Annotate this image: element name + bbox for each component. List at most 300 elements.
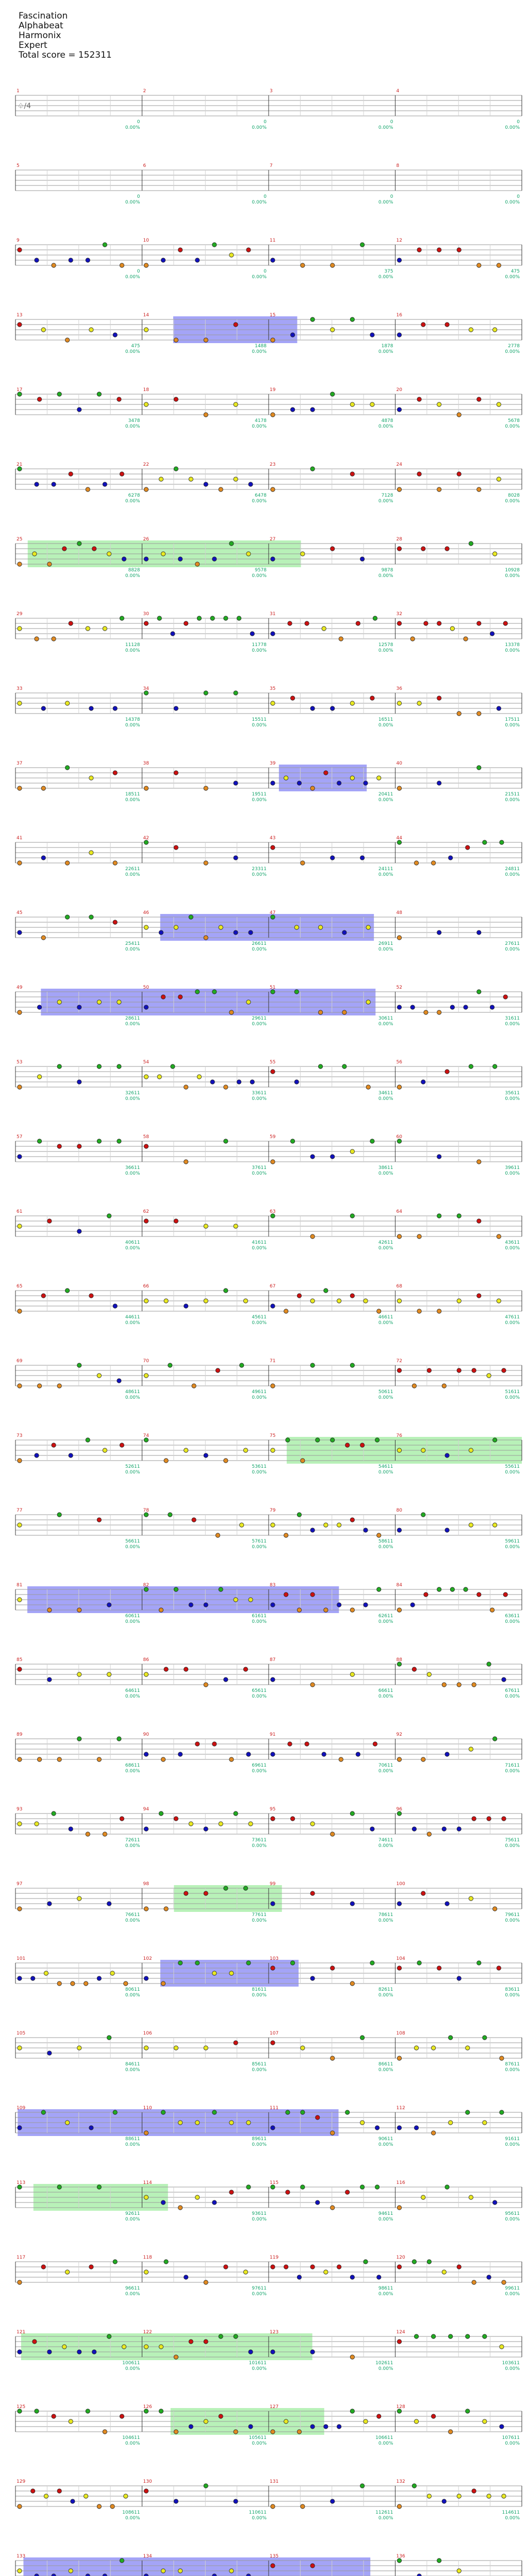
note-red <box>457 1368 461 1372</box>
measure-score: 88611 <box>125 2137 140 2142</box>
note-green <box>431 2334 435 2338</box>
note-blue <box>271 557 275 561</box>
measure-score: 49611 <box>252 1389 267 1395</box>
note-green <box>500 2110 504 2114</box>
note-blue <box>97 1976 101 1980</box>
note-orange <box>164 1907 168 1911</box>
measure-percent: 0.00% <box>505 2441 520 2446</box>
note-yellow <box>324 1523 328 1527</box>
note-blue <box>271 258 275 262</box>
note-yellow <box>243 2270 248 2274</box>
note-red <box>192 1518 196 1522</box>
measure-percent: 0.00% <box>378 2366 393 2371</box>
note-blue <box>113 333 117 337</box>
note-orange <box>284 1533 288 1537</box>
note-yellow <box>427 2494 431 2498</box>
note-red <box>41 1294 45 1298</box>
note-orange <box>417 1234 421 1239</box>
measure-score: 60611 <box>125 1614 140 1619</box>
note-yellow <box>18 2046 22 2050</box>
measure-number: 2 <box>143 89 146 94</box>
measure-score: 78611 <box>378 1912 393 1918</box>
measure-score: 10928 <box>505 568 520 573</box>
note-blue <box>103 482 107 486</box>
note-green <box>65 1289 69 1293</box>
measure-percent: 0.00% <box>125 1918 140 1923</box>
note-orange <box>159 1608 163 1612</box>
note-green <box>493 1064 497 1069</box>
note-orange <box>71 1981 75 1986</box>
measure-percent: 0.00% <box>125 1694 140 1699</box>
note-blue <box>342 930 346 935</box>
note-green <box>350 1363 354 1367</box>
note-red <box>424 621 428 625</box>
note-orange <box>271 2430 275 2434</box>
note-red <box>57 1144 61 1148</box>
note-green <box>324 1289 328 1293</box>
measure-score: 4178 <box>255 418 267 423</box>
note-red <box>397 1368 401 1372</box>
note-yellow <box>97 1000 101 1004</box>
note-yellow <box>301 552 305 556</box>
measure-percent: 0.00% <box>378 1694 393 1699</box>
staff-row <box>15 2260 522 2284</box>
staff-row <box>15 765 522 791</box>
measure-number: 71 <box>270 1359 276 1364</box>
note-blue <box>437 1155 441 1159</box>
measure-score: 57611 <box>252 1539 267 1544</box>
measure-percent: 0.00% <box>378 1993 393 1998</box>
measure-percent: 0.00% <box>378 275 393 280</box>
measure-percent: 0.00% <box>125 1843 140 1849</box>
measure-percent: 0.00% <box>125 2142 140 2147</box>
note-yellow <box>124 2494 128 2498</box>
note-yellow <box>159 477 163 481</box>
measure-percent: 0.00% <box>252 947 267 952</box>
note-blue <box>18 1976 22 1980</box>
measure-percent: 0.00% <box>378 424 393 429</box>
note-orange <box>144 263 148 267</box>
staff-row <box>15 316 522 343</box>
note-green <box>240 1363 244 1367</box>
measure-score: 375 <box>384 269 393 274</box>
measure-percent: 0.00% <box>125 1545 140 1550</box>
note-blue <box>324 2425 328 2429</box>
note-orange <box>366 1085 370 1089</box>
measure-number: 125 <box>16 2404 26 2410</box>
note-green <box>159 2409 163 2413</box>
note-yellow <box>57 1000 61 1004</box>
measure-number: 109 <box>16 2106 26 2111</box>
note-yellow <box>32 552 37 556</box>
measure-percent: 0.00% <box>125 1320 140 1326</box>
measure-percent: 0.00% <box>125 2441 140 2446</box>
note-red <box>62 547 67 551</box>
measure-number: 96 <box>396 1807 402 1812</box>
measure-score: 28611 <box>125 1016 140 1021</box>
song-difficulty: Expert <box>19 40 47 50</box>
note-yellow <box>322 626 326 631</box>
note-blue <box>445 1528 449 1532</box>
note-green <box>310 317 315 321</box>
measure-score: 21511 <box>505 792 520 797</box>
note-red <box>437 248 441 252</box>
note-green <box>294 990 299 994</box>
note-red <box>271 1070 275 1074</box>
measure-number: 112 <box>396 2106 405 2111</box>
note-blue <box>497 706 501 710</box>
note-blue <box>397 408 401 412</box>
note-green <box>107 2334 111 2338</box>
note-blue <box>457 1827 461 1831</box>
measure-percent: 0.00% <box>505 1843 520 1849</box>
measure-number: 102 <box>143 1956 152 1961</box>
measure-percent: 0.00% <box>125 1769 140 1774</box>
measure-score: 0 <box>263 120 267 125</box>
note-green <box>52 1811 56 1816</box>
measure-number: 122 <box>143 2330 152 2335</box>
measure-number: 88 <box>396 1657 402 1663</box>
staff-row <box>15 2484 522 2509</box>
measure-number: 55 <box>270 1060 276 1065</box>
measure-number: 32 <box>396 612 402 617</box>
note-green <box>41 2110 45 2114</box>
note-yellow <box>497 1299 501 1303</box>
note-blue <box>449 856 453 860</box>
measure-score: 90611 <box>378 2137 393 2142</box>
note-yellow <box>249 1822 253 1826</box>
note-red <box>92 547 96 551</box>
measure-percent: 0.00% <box>125 200 140 205</box>
note-yellow <box>103 626 107 631</box>
note-green <box>360 2484 364 2488</box>
measure-score: 112611 <box>375 2510 393 2515</box>
note-green <box>197 616 201 620</box>
note-blue <box>337 781 341 785</box>
note-red <box>437 696 441 700</box>
note-red <box>164 1667 168 1671</box>
note-red <box>310 2564 315 2568</box>
note-yellow <box>204 1224 208 1228</box>
measure-number: 123 <box>270 2330 279 2335</box>
measure-percent: 0.00% <box>505 125 520 130</box>
note-yellow <box>204 1299 208 1303</box>
note-orange <box>41 936 45 940</box>
note-blue <box>249 2350 253 2354</box>
measure-percent: 0.00% <box>252 1096 267 1101</box>
measure-number: 47 <box>270 910 276 916</box>
measure-score: 44611 <box>125 1315 140 1320</box>
measure-percent: 0.00% <box>252 125 267 130</box>
note-green <box>204 691 208 695</box>
note-blue <box>370 333 374 337</box>
note-blue <box>502 1677 506 1682</box>
note-orange <box>192 1384 196 1388</box>
note-blue <box>249 482 253 486</box>
measure-number: 95 <box>270 1807 276 1812</box>
note-orange <box>41 786 45 790</box>
measure-percent: 0.00% <box>505 2067 520 2073</box>
measure-number: 106 <box>143 2031 152 2036</box>
note-yellow <box>174 925 178 929</box>
measure-number: 16 <box>396 313 402 318</box>
note-green <box>397 1139 401 1143</box>
measure-percent: 0.00% <box>378 1246 393 1251</box>
note-orange <box>77 1608 81 1612</box>
note-yellow <box>89 851 93 855</box>
measure-number: 39 <box>270 761 276 766</box>
measure-number: 118 <box>143 2255 152 2260</box>
note-red <box>219 2414 223 2418</box>
staff-row <box>15 95 522 116</box>
note-orange <box>464 637 468 641</box>
note-blue <box>89 2126 93 2130</box>
note-yellow <box>493 1523 497 1527</box>
staff-row <box>15 1513 522 1537</box>
note-green <box>437 1214 441 1218</box>
time-signature: ♤/4 <box>18 102 31 110</box>
measure-percent: 0.00% <box>125 349 140 354</box>
note-red <box>417 397 421 401</box>
note-blue <box>37 1005 41 1009</box>
measure-percent: 0.00% <box>378 2441 393 2446</box>
note-green <box>237 616 241 620</box>
note-orange <box>397 1757 401 1761</box>
note-green <box>246 2185 251 2189</box>
measure-score: 24111 <box>378 867 393 872</box>
note-orange <box>219 487 223 492</box>
measure-number: 12 <box>396 238 402 243</box>
measure-percent: 0.00% <box>125 872 140 877</box>
measure-number: 121 <box>16 2330 26 2335</box>
note-green <box>37 1139 41 1143</box>
measure-percent: 0.00% <box>505 648 520 653</box>
note-yellow <box>144 2046 148 2050</box>
measure-score: 38611 <box>378 1165 393 1171</box>
note-yellow <box>469 328 473 332</box>
note-yellow <box>18 1598 22 1602</box>
measure-number: 23 <box>270 462 276 467</box>
measure-score: 0 <box>390 194 393 199</box>
measure-number: 87 <box>270 1657 276 1663</box>
measure-percent: 0.00% <box>252 723 267 728</box>
measure-score: 87611 <box>505 2062 520 2067</box>
note-red <box>286 2190 290 2194</box>
note-red <box>52 2414 56 2418</box>
note-orange <box>18 1757 22 1761</box>
measure-score: 85611 <box>252 2062 267 2067</box>
note-blue <box>331 1155 335 1159</box>
note-blue <box>450 1005 454 1009</box>
note-blue <box>337 2425 341 2429</box>
note-orange <box>310 786 315 790</box>
note-green <box>464 1587 468 1591</box>
measure-number: 10 <box>143 238 149 243</box>
measure-score: 4878 <box>381 418 393 423</box>
measure-percent: 0.00% <box>125 1395 140 1400</box>
measure-percent: 0.00% <box>252 872 267 877</box>
note-blue <box>86 258 90 262</box>
note-blue <box>159 930 163 935</box>
measure-score: 26611 <box>252 941 267 946</box>
note-blue <box>77 1229 81 1233</box>
measure-score: 48611 <box>125 1389 140 1395</box>
measure-percent: 0.00% <box>252 1320 267 1326</box>
note-orange <box>204 338 208 342</box>
measure-score: 26911 <box>378 941 393 946</box>
note-green <box>477 766 481 770</box>
note-red <box>305 1742 309 1746</box>
note-orange <box>65 338 69 342</box>
note-orange <box>431 861 435 865</box>
note-green <box>144 2409 148 2413</box>
measure-number: 8 <box>396 163 400 168</box>
note-orange <box>18 1085 22 1089</box>
note-green <box>397 1662 401 1666</box>
note-yellow <box>493 552 497 556</box>
note-red <box>290 1817 294 1821</box>
measure-score: 475 <box>510 269 520 274</box>
measure-percent: 0.00% <box>252 1171 267 1176</box>
note-green <box>35 2409 39 2413</box>
note-blue <box>89 706 93 710</box>
note-blue <box>47 1902 52 1906</box>
measure-score: 106611 <box>375 2435 393 2441</box>
note-green <box>195 990 200 994</box>
note-yellow <box>377 776 381 780</box>
note-orange <box>377 1309 381 1313</box>
measure-number: 3 <box>270 89 273 94</box>
note-red <box>427 1368 431 1372</box>
note-orange <box>497 263 501 267</box>
note-green <box>290 1961 294 1965</box>
staff-row <box>15 467 522 492</box>
note-orange <box>271 338 275 342</box>
note-red <box>503 621 507 625</box>
note-blue <box>31 1976 35 1980</box>
note-red <box>120 2414 124 2418</box>
note-yellow <box>450 626 454 631</box>
measure-percent: 0.00% <box>125 2067 140 2073</box>
note-orange <box>204 861 208 865</box>
note-yellow <box>122 2345 126 2349</box>
measure-percent: 0.00% <box>252 1619 267 1624</box>
note-red <box>421 323 425 327</box>
measure-percent: 0.00% <box>252 424 267 429</box>
measure-number: 43 <box>270 836 276 841</box>
note-orange <box>164 1459 168 1463</box>
note-red <box>184 1667 188 1671</box>
measure-score: 97611 <box>252 2286 267 2291</box>
note-yellow <box>229 253 234 257</box>
note-blue <box>414 2126 418 2130</box>
note-green <box>157 616 161 620</box>
note-red <box>18 1667 22 1671</box>
measure-score: 35611 <box>505 1091 520 1096</box>
song-game: Harmonix <box>19 30 61 41</box>
note-blue <box>437 930 441 935</box>
note-green <box>375 2185 379 2189</box>
note-yellow <box>144 2345 148 2349</box>
note-red <box>18 248 22 252</box>
note-red <box>310 2265 315 2269</box>
note-orange <box>318 1010 322 1014</box>
measure-score: 0 <box>390 120 393 125</box>
measure-score: 104611 <box>122 2435 140 2441</box>
note-red <box>477 1294 481 1298</box>
note-orange <box>204 413 208 417</box>
note-yellow <box>161 2569 165 2573</box>
measure-number: 42 <box>143 836 149 841</box>
note-yellow <box>427 1672 431 1676</box>
measure-number: 77 <box>16 1508 23 1513</box>
staff-row <box>15 1139 522 1164</box>
note-green <box>189 915 193 919</box>
note-red <box>284 1592 288 1597</box>
note-blue <box>350 1902 354 1906</box>
note-red <box>397 2265 401 2269</box>
measure-percent: 0.00% <box>252 2516 267 2521</box>
measure-percent: 0.00% <box>378 1843 393 1849</box>
measure-percent: 0.00% <box>378 872 393 877</box>
note-blue <box>246 1752 251 1756</box>
measure-score: 13378 <box>505 642 520 648</box>
note-yellow <box>500 2345 504 2349</box>
note-green <box>144 691 148 695</box>
measure-number: 34 <box>143 686 149 691</box>
note-yellow <box>84 2494 88 2498</box>
note-blue <box>47 2350 52 2354</box>
staff-row <box>15 170 522 191</box>
measure-score: 34611 <box>378 1091 393 1096</box>
note-blue <box>360 856 364 860</box>
note-blue <box>271 2126 275 2130</box>
measure-percent: 0.00% <box>252 1694 267 1699</box>
measure-percent: 0.00% <box>125 648 140 653</box>
measure-percent: 0.00% <box>505 1619 520 1624</box>
note-green <box>350 2409 354 2413</box>
note-red <box>477 1592 481 1597</box>
note-yellow <box>502 2494 506 2498</box>
note-blue <box>249 930 253 935</box>
note-yellow <box>65 701 69 705</box>
note-yellow <box>442 2270 446 2274</box>
note-red <box>144 1144 148 1148</box>
note-yellow <box>18 701 22 705</box>
measure-score: 59611 <box>505 1539 520 1544</box>
note-blue <box>161 258 165 262</box>
note-orange <box>271 2504 275 2509</box>
note-orange <box>350 1608 354 1612</box>
note-red <box>431 2414 435 2418</box>
note-green <box>318 1064 322 1069</box>
measure-percent: 0.00% <box>125 275 140 280</box>
measure-percent: 0.00% <box>125 798 140 803</box>
note-orange <box>477 263 481 267</box>
measure-percent: 0.00% <box>378 1470 393 1475</box>
measure-score: 103611 <box>502 2361 520 2366</box>
note-orange <box>397 1085 401 1089</box>
note-yellow <box>144 2195 148 2199</box>
note-orange <box>397 1234 401 1239</box>
note-orange <box>224 1085 228 1089</box>
note-blue <box>477 930 481 935</box>
note-orange <box>47 562 52 566</box>
note-orange <box>195 562 200 566</box>
note-yellow <box>229 2121 234 2125</box>
note-yellow <box>144 328 148 332</box>
measure-score: 53611 <box>252 1464 267 1469</box>
